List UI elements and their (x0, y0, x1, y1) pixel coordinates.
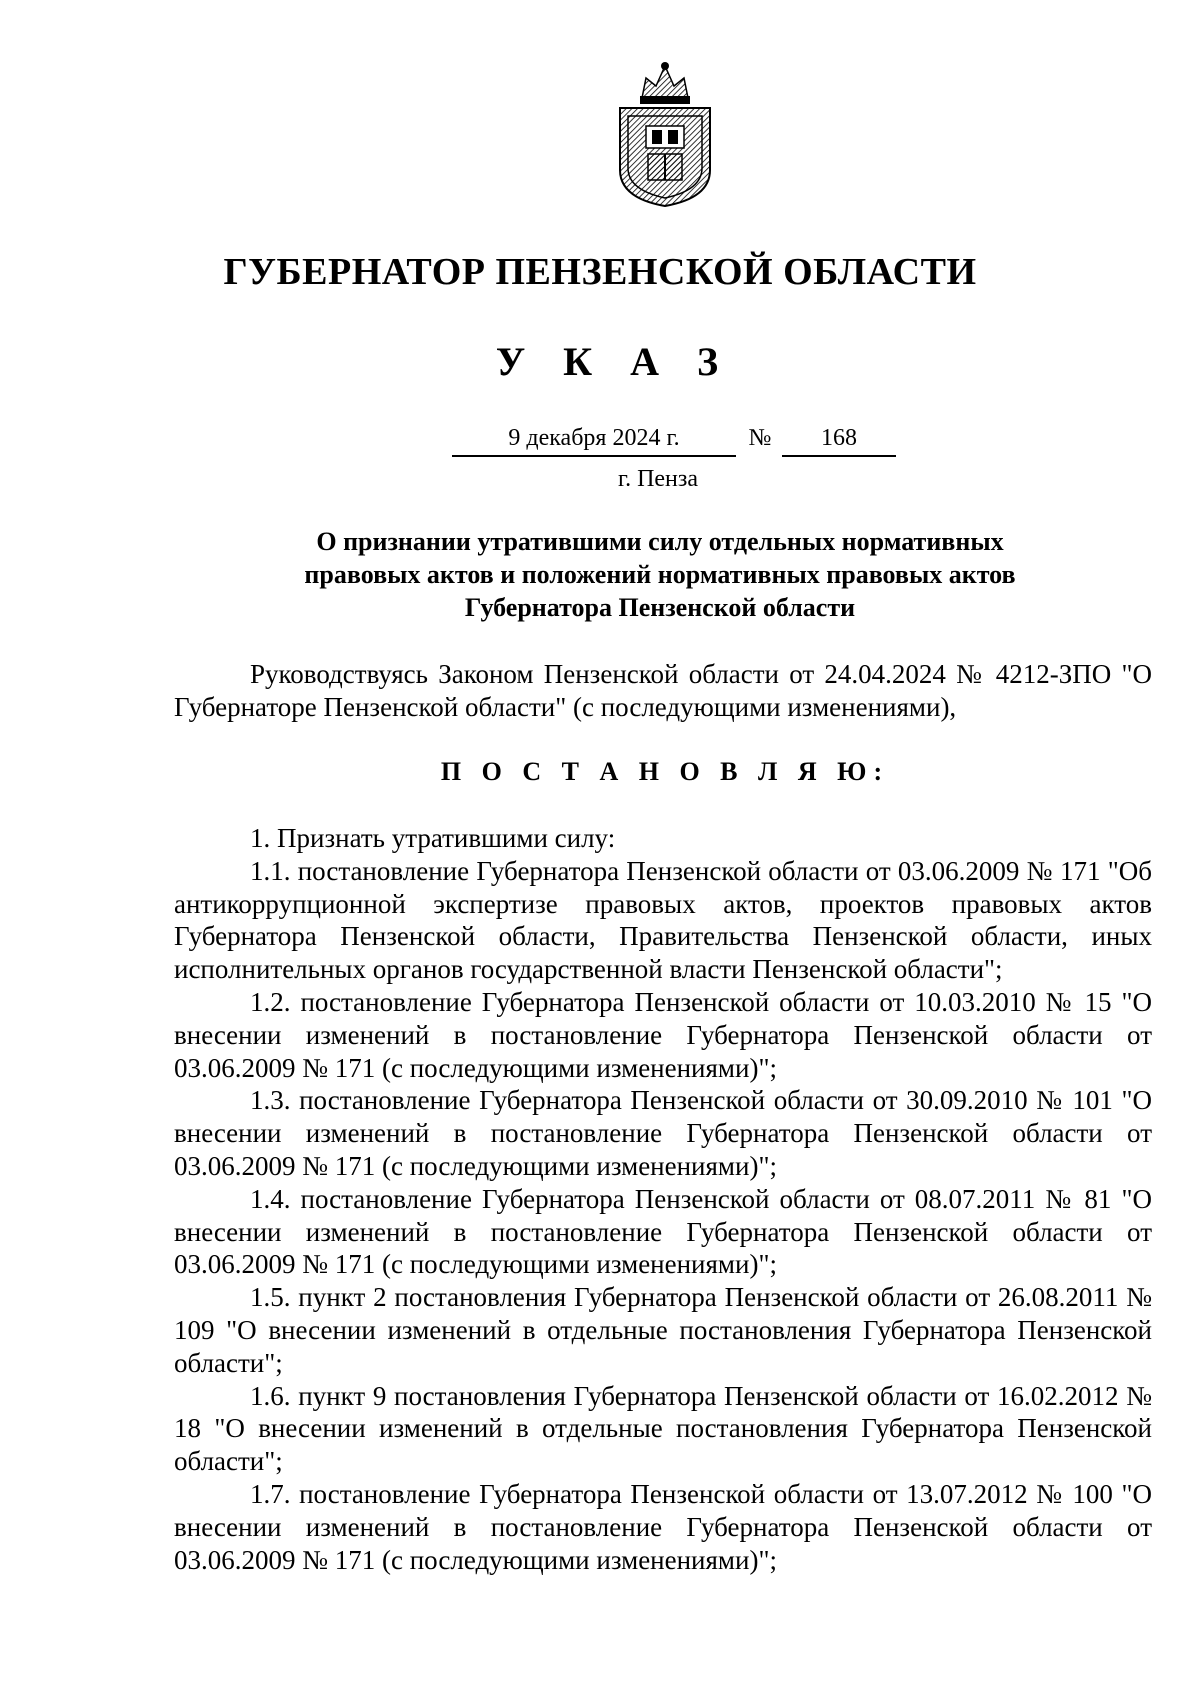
document-date: 9 декабря 2024 г. (452, 425, 736, 457)
title-line: Губернатора Пензенской области (464, 593, 856, 622)
city: г. Пенза (617, 466, 699, 492)
list-item: 1.6. пункт 9 постановления Губернатора Пензенской области от 16.02.2012 № 18 "О внесении изменений в отдельные постановления Губернатора Пензенской области"; (174, 1380, 1152, 1477)
list-item: 1.4. постановление Губернатора Пензенской области от 08.07.2011 № 81 "О внесении изменений в постановление Губернатора Пензенской области от 03.06.2009 № 171 (с последующими изменениями)"; (174, 1183, 1152, 1280)
list-item: 1.2. постановление Губернатора Пензенской области от 10.03.2010 № 15 "О внесении изменений в постановление Губернатора Пензенской области от 03.06.2009 № 171 (с последующими изменениями)"; (174, 986, 1152, 1083)
document-type: У К А З (495, 339, 733, 384)
document-title (220, 525, 1100, 624)
list-item: 1.5. пункт 2 постановления Губернатора Пензенской области от 26.08.2011 № 109 "О внесении изменений в отдельные постановления Губернатора Пензенской области"; (174, 1282, 1152, 1378)
decree-word: П О С Т А Н О В Л Я Ю: (440, 757, 890, 786)
number-sign: № (748, 425, 772, 451)
issuing-authority: ГУБЕРНАТОР ПЕНЗЕНСКОЙ ОБЛАСТИ (223, 251, 977, 293)
preamble (174, 658, 1152, 724)
list-item: 1. Признать утратившими силу: (250, 823, 616, 853)
preamble-text: Руководствуясь Законом Пензенской области от 24.04.2024 № 4212-ЗПО "О Губернаторе Пензенской области" (с последующими изменениями), (174, 659, 1152, 722)
list-item: 1.3. постановление Губернатора Пензенской области от 30.09.2010 № 101 "О внесении изменений в постановление Губернатора Пензенской области от 03.06.2009 № 171 (с последующими изменениями)"; (174, 1085, 1152, 1181)
list-item: 1.7. постановление Губернатора Пензенской области от 13.07.2012 № 100 "О внесении изменений в постановление Губернатора Пензенской области от 03.06.2009 № 171 (с последующими изменениями)"; (174, 1478, 1152, 1575)
title-line: правовых актов и положений нормативных правовых актов (304, 560, 1016, 589)
document-number: 168 (782, 425, 896, 457)
coat-of-arms-icon (612, 60, 718, 208)
list-item: 1.1. постановление Губернатора Пензенской области от 03.06.2009 № 171 "Об антикоррупционной экспертизе правовых актов, проектов правовых актов Губернатора Пензенской области, Правительства Пензенской области, иных исполнительных органов государственной власти Пензенской области"; (174, 855, 1152, 985)
document-body (174, 822, 1152, 1576)
title-line: О признании утратившими силу отдельных нормативных (316, 527, 1004, 556)
